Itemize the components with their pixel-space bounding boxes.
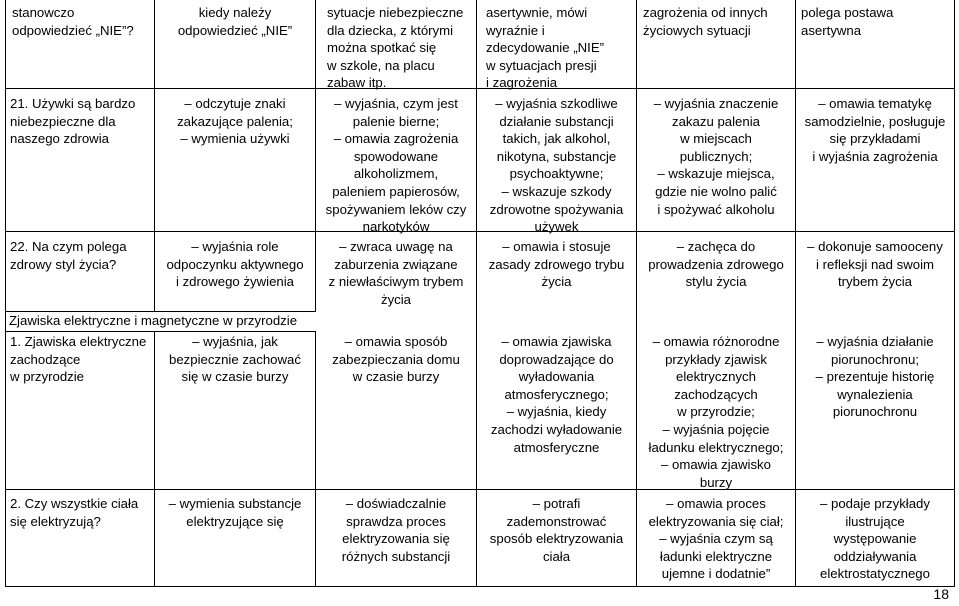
requirement-basic-cell: – wyjaśnia role odpoczynku aktywnego i zdrowego żywienia (166, 239, 304, 290)
topic-cell: stanowczo odpowiedzieć „NIE”? (12, 5, 134, 38)
requirement-excellent-cell: – omawia tematykę samodzielnie, posługuje się przykładami i wyjaśnia zagrożenia (804, 96, 946, 164)
requirement-advanced-cell: – wyjaśnia szkodliwe działanie substancji takich, jak alkohol, nikotyna, substancje psychoaktywne; – wskazuje szkody zdrowotne spożywania używek (489, 96, 624, 235)
requirement-basic-cell: – wymienia substancje elektryzujące się (168, 496, 302, 529)
requirement-extended-cell: sytuacje niebezpieczne dla dziecka, z którymi można spotkać się w szkole, na placu zabaw itp. (327, 5, 464, 91)
requirement-full-cell: – zachęca do prowadzenia zdrowego stylu życia (648, 239, 784, 290)
page-number: 18 (933, 586, 949, 602)
requirement-basic-cell: kiedy należy odpowiedzieć „NIE” (177, 5, 293, 38)
requirement-extended-cell: – doświadczalnie sprawdza proces elektryzowania się różnych substancji (341, 496, 451, 564)
requirement-excellent-cell: – dokonuje samooceny i refleksji nad swoim trybem życia (807, 239, 943, 290)
requirement-full-cell: – wyjaśnia znaczenie zakazu palenia w miejscach publicznych; – wskazuje miejsca, gdzie nie wolno palić i spożywać alkoholu (653, 96, 779, 217)
requirement-excellent-cell: – podaje przykłady ilustrujące występowanie oddziaływania elektrostatycznego (820, 496, 930, 582)
topic-cell: 2. Czy wszystkie ciała się elektryzują? (10, 496, 139, 529)
table-border-bottom (5, 586, 955, 587)
requirement-basic-cell: – wyjaśnia, jak bezpiecznie zachować się w czasie burzy (169, 334, 301, 385)
requirement-basic-cell: – odczytuje znaki zakazujące palenia; – wymienia używki (177, 96, 293, 147)
requirement-full-cell: – omawia proces elektryzowania się ciał; – wyjaśnia czym są ładunki elektryczne ujemne i dodatnie” (648, 496, 784, 582)
section-header-bottom (5, 331, 316, 332)
section-header: Zjawiska elektryczne i magnetyczne w przyrodzie (9, 313, 298, 328)
row-divider (5, 88, 955, 89)
topic-cell: 1. Zjawiska elektryczne zachodzące w przyrodzie (10, 334, 147, 385)
requirement-extended-cell: – omawia sposób zabezpieczania domu w czasie burzy (332, 334, 460, 385)
requirement-full-cell: zagrożenia od innych życiowych sytuacji (643, 5, 768, 38)
requirement-full-cell: – omawia różnorodne przykłady zjawisk elektrycznych zachodzących w przyrodzie; – wyjaśnia pojęcie ładunku elektrycznego; – omawia zjawisko burzy (648, 334, 784, 490)
requirement-excellent-cell: – wyjaśnia działanie piorunochronu; – prezentuje historię wynalezienia piorunochronu (815, 334, 935, 420)
requirement-advanced-cell: – potrafi zademonstrować sposób elektryzowania ciała (489, 496, 624, 564)
requirement-extended-cell: – zwraca uwagę na zaburzenia związane z niewłaściwym trybem życia (328, 239, 464, 307)
topic-cell: 22. Na czym polega zdrowy styl życia? (10, 239, 127, 272)
requirement-advanced-cell: – omawia zjawiska doprowadzające do wyładowania atmosferycznego; – wyjaśnia, kiedy zachodzi wyładowanie atmosferyczne (490, 334, 623, 455)
row-divider (5, 489, 955, 490)
requirement-advanced-cell: asertywnie, mówi wyraźnie i zdecydowanie „NIE” w sytuacjach presji i zagrożenia (486, 5, 605, 91)
requirement-excellent-cell: polega postawa asertywna (801, 5, 894, 38)
requirement-advanced-cell: – omawia i stosuje zasady zdrowego trybu życia (488, 239, 625, 290)
requirement-extended-cell: – wyjaśnia, czym jest palenie bierne; – omawia zagrożenia spowodowane alkoholizmem, paleniem papierosów, spożywaniem leków czy narkotyków (325, 96, 467, 235)
topic-cell: 21. Używki są bardzo niebezpieczne dla naszego zdrowia (10, 96, 136, 147)
